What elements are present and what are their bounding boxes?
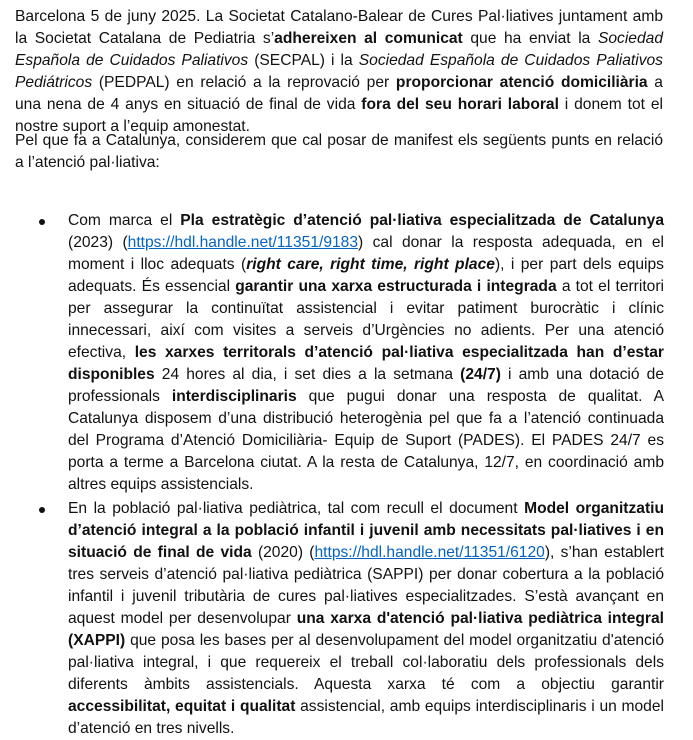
- intro-italic-pedpal: Sociedad Española de Cuidados Paliativos Pediátricos: [15, 52, 663, 91]
- bold-interdisciplinaris: interdisciplinaris: [171, 388, 297, 405]
- link-pla-estrategic[interactable]: https://hdl.handle.net/11351/9183: [127, 234, 359, 251]
- catalunya-paragraph: Pel que fa a Catalunya, considerem que cal posar de manifest els següents punts en relació a l’atenció pal·liativa:: [15, 132, 663, 171]
- intro-paragraph: [15, 6, 663, 138]
- bold-pla-estrategic: Pla estratègic d’atenció pal·liativa especialitzada de Catalunya: [180, 212, 664, 229]
- intro-bold-horari: fora del seu horari laboral: [361, 96, 559, 113]
- bold-24-7: (24/7): [460, 366, 501, 383]
- link-model-organitzatiu[interactable]: https://hdl.handle.net/11351/6120: [314, 544, 545, 561]
- intro-bold-atencio: proporcionar atenció domiciliària: [395, 74, 648, 91]
- intro-bold-adhereixen: adhereixen al comunicat: [274, 30, 463, 47]
- intro-text: (PEDPAL) en relació a la reprovació per: [92, 74, 396, 91]
- bold-italic-right-care: right care, right time, right place: [246, 256, 495, 273]
- bold-model-organitzatiu: Model organitzatiu d’atenció integral a la població infantil i juvenil amb necessitats pal·liatives i en situació de final de vida: [68, 500, 664, 561]
- intro-italic-secpal: Sociedad Española de Cuidados Paliativos: [15, 30, 663, 69]
- bullet-icon: [39, 219, 45, 225]
- bullet-text: Com marca el Pla estratègic d’atenció pal·liativa especialitzada de Catalunya (2023) (https://hdl.handle.net/11351/9183) cal donar la resposta adequada, en el moment i lloc adequats (right care, right time, right place), i per part dels equips adequats. És essencial garantir una xarxa estructurada i integrada a tot el territori per assegurar la continuïtat assistencial i evitar patiment burocràtic i clínic innecessari, així com visites a serveis d’Urgències no adients. Per una atenció efectiva, les xarxes territorals d’atenció pal·liativa especialitzada han d’estar disponibles 24 hores al dia, i set dies a la setmana (24/7) i amb una dotació de professionals interdisciplinaris que pugui donar una resposta de qualitat. A Catalunya disposem d’una distribució heterogènia pel que fa a l’atenció continuada del Programa d’Atenció Domiciliària- Equip de Suport (PADES). El PADES 24/7 es porta a terme a Barcelona ciutat. A la resta de Catalunya, 12/7, en coordinació amb altres equips assistencials.: [68, 212, 665, 493]
- bold-xappi: una xarxa d'atenció pal·liativa pediàtrica integral (XAPPI): [68, 610, 665, 649]
- intro-text: que ha enviat la: [462, 30, 598, 47]
- intro-text: i donem tot el nostre suport a l’equip amonestat.: [15, 96, 663, 135]
- intro-text: (SECPAL) i la: [248, 52, 359, 69]
- intro-text: a una nena de 4 anys en situació de final de vida: [15, 74, 663, 113]
- bold-accessibilitat: accessibilitat, equitat i qualitat: [68, 698, 296, 715]
- bold-xarxes-territorials: les xarxes territorals d’atenció pal·liativa especialitzada han d’estar disponibles: [68, 344, 664, 383]
- bullet-icon: [39, 507, 45, 513]
- intro-text: Barcelona 5 de juny 2025. La Societat Catalano-Balear de Cures Pal·liatives juntament amb la Societat Catalana de Pediatria s’: [15, 8, 663, 47]
- bold-xarxa-estructurada: garantir una xarxa estructurada i integrada: [235, 278, 557, 295]
- bullet-text: En la població pal·liativa pediàtrica, tal com recull el document Model organitzatiu d’atenció integral a la població infantil i juvenil amb necessitats pal·liatives i en situació de final de vida (2020) (https://hdl.handle.net/11351/6120), s’han establert tres serveis d’atenció pal·liativa pediàtrica (SAPPI) per donar cobertura a la població infantil i juvenil tributària de cures pal·liatives especialitzades. S’està avançant en aquest model per desenvolupar una xarxa d'atenció pal·liativa pediàtrica integral (XAPPI) que posa les bases per al desenvolupament del model organitzatiu d'atenció pal·liativa integral, i que requereix el treball col·laboratiu dels professionals dels diferents àmbits assistencials. Aquesta xarxa té com a objectiu garantir accessibilitat, equitat i qualitat assistencial, amb equips interdisciplinaris i un model d’atenció en tres nivells.: [68, 500, 665, 737]
